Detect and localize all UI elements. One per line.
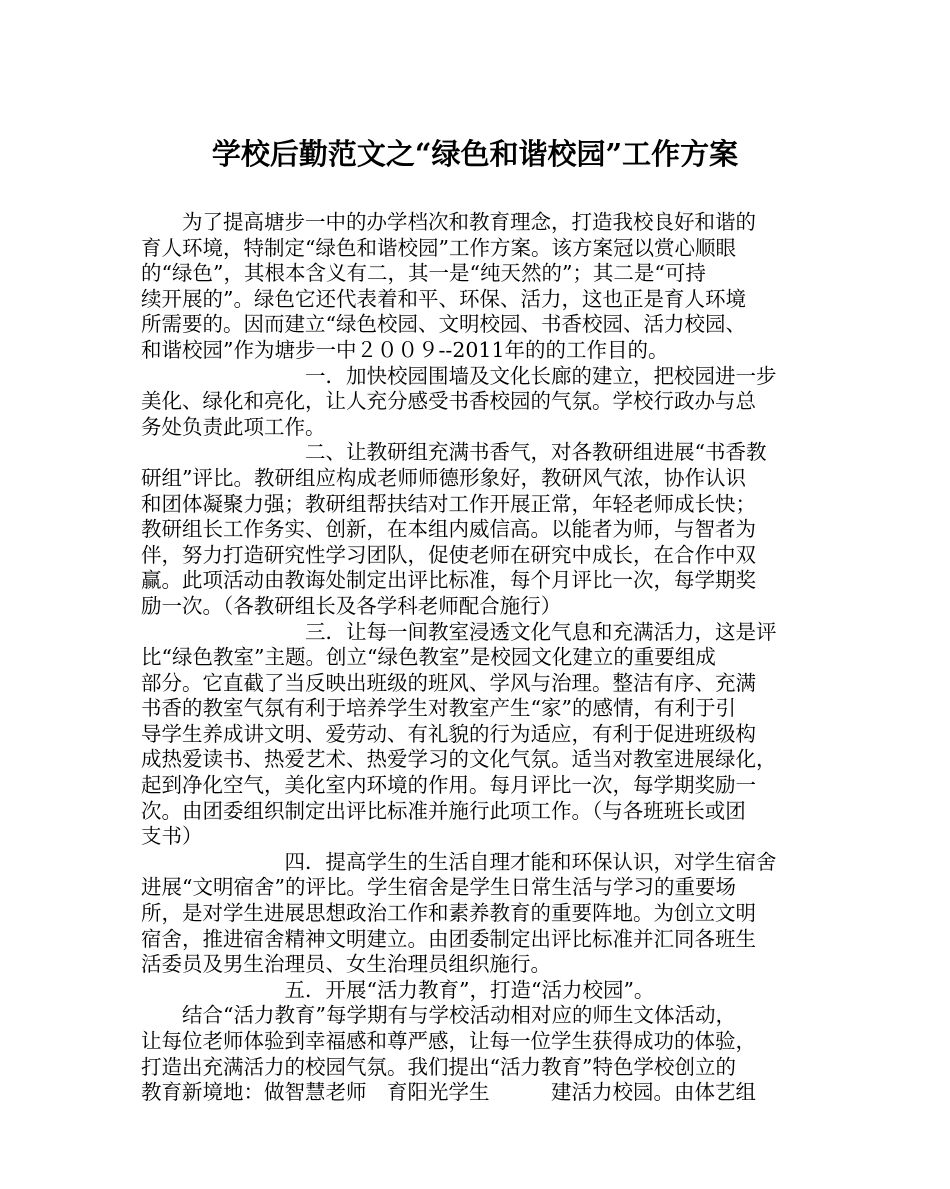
body-line: 育人环境，特制定“绿色和谐校园”工作方案。该方案冠以赏心顺眼 [141, 235, 736, 260]
body-line: 打造出充满活力的校园气氛。我们提出“活力教育”特色学校创立的 [141, 1054, 736, 1079]
body-line: 为了提高塘步一中的办学档次和教育理念，打造我校良好和谐的 [141, 210, 756, 234]
body-line: 所，是对学生进展思想政治工作和素养教育的重要阵地。为创立文明 [141, 901, 756, 926]
body-line: 一．加快校园围墙及文化长廊的建立，把校园进一步 [141, 363, 777, 388]
document-body [141, 210, 821, 1106]
body-line: 续开展的”。绿色它还代表着和平、环保、活力，这也正是育人环境 [141, 286, 746, 311]
body-line: 支书） [141, 824, 203, 849]
body-line: 宿舍，推进宿舍精神文明建立。由团委制定出评比标准并汇同各班生 [141, 926, 756, 951]
body-line: 活委员及男生治理员、女生治理员组织施行。 [141, 952, 551, 977]
body-line: 二、让教研组充满书香气，对各教研组进展“书香教 [141, 440, 767, 465]
document-title: 学校后勤范文之“绿色和谐校园”工作方案 [211, 137, 739, 171]
body-line: 伴，努力打造研究性学习团队，促使老师在研究中成长，在合作中双 [141, 542, 756, 567]
body-line: 所需要的。因而建立“绿色校园、文明校园、书香校园、活力校园、 [141, 312, 746, 337]
body-line: 励一次。（各教研组长及各学科老师配合施行） [141, 593, 562, 618]
body-line: 部分。它直截了当反映出班级的班风、学风与治理。整洁有序、充满 [141, 670, 756, 695]
body-line: 美化、绿化和亮化，让人充分感受书香校园的气氛。学校行政办与总 [141, 389, 756, 414]
body-line: 起到净化空气，美化室内环境的作用。每月评比一次，每学期奖励一 [141, 773, 756, 798]
body-line: 比“绿色教室”主题。创立“绿色教室”是校园文化建立的重要组成 [141, 645, 716, 670]
body-line: 四．提高学生的生活自理才能和环保认识，对学生宿舍 [141, 849, 777, 874]
body-line: 结合“活力教育”每学期有与学校活动相对应的师生文体活动， [141, 1003, 736, 1028]
body-line: 书香的教室气氛有利于培养学生对教室产生“家”的感情，有利于引 [141, 696, 736, 721]
body-line: 成热爱读书、热爱艺术、热爱学习的文化气氛。适当对教室进展绿化， [141, 747, 777, 772]
body-line: 研组”评比。教研组应构成老师师德形象好，教研风气浓，协作认识 [141, 465, 746, 490]
body-line: 务处负责此项工作。 [141, 414, 326, 439]
body-line: 和团体凝聚力强；教研组帮扶结对工作开展正常，年轻老师成长快； [141, 491, 756, 516]
body-line: 让每位老师体验到幸福感和尊严感，让每一位学生获得成功的体验， [141, 1029, 756, 1053]
body-line: 三．让每一间教室浸透文化气息和充满活力，这是评 [141, 619, 777, 644]
body-line: 进展“文明宿舍”的评比。学生宿舍是学生日常生活与学习的重要场 [141, 875, 736, 900]
body-line: 教育新境地：做智慧老师 育阳光学生 建活力校园。由体艺组 [141, 1080, 756, 1105]
body-line: 和谐校园”作为塘步一中２００９--2011年的的工作目的。 [141, 337, 669, 362]
body-line: 教研组长工作务实、创新，在本组内威信高。以能者为师，与智者为 [141, 517, 756, 542]
body-line: 五．开展“活力教育”，打造“活力校园”。 [141, 977, 655, 1002]
body-line: 赢。此项活动由教诲处制定出评比标准，每个月评比一次，每学期奖 [141, 568, 756, 593]
body-line: 导学生养成讲文明、爱劳动、有礼貌的行为适应，有利于促进班级构 [141, 721, 756, 746]
body-line: 的“绿色”，其根本含义有二，其一是“纯天然的”；其二是“可持 [141, 261, 706, 286]
body-line: 次。由团委组织制定出评比标准并施行此项工作。（与各班班长或团 [141, 798, 746, 823]
